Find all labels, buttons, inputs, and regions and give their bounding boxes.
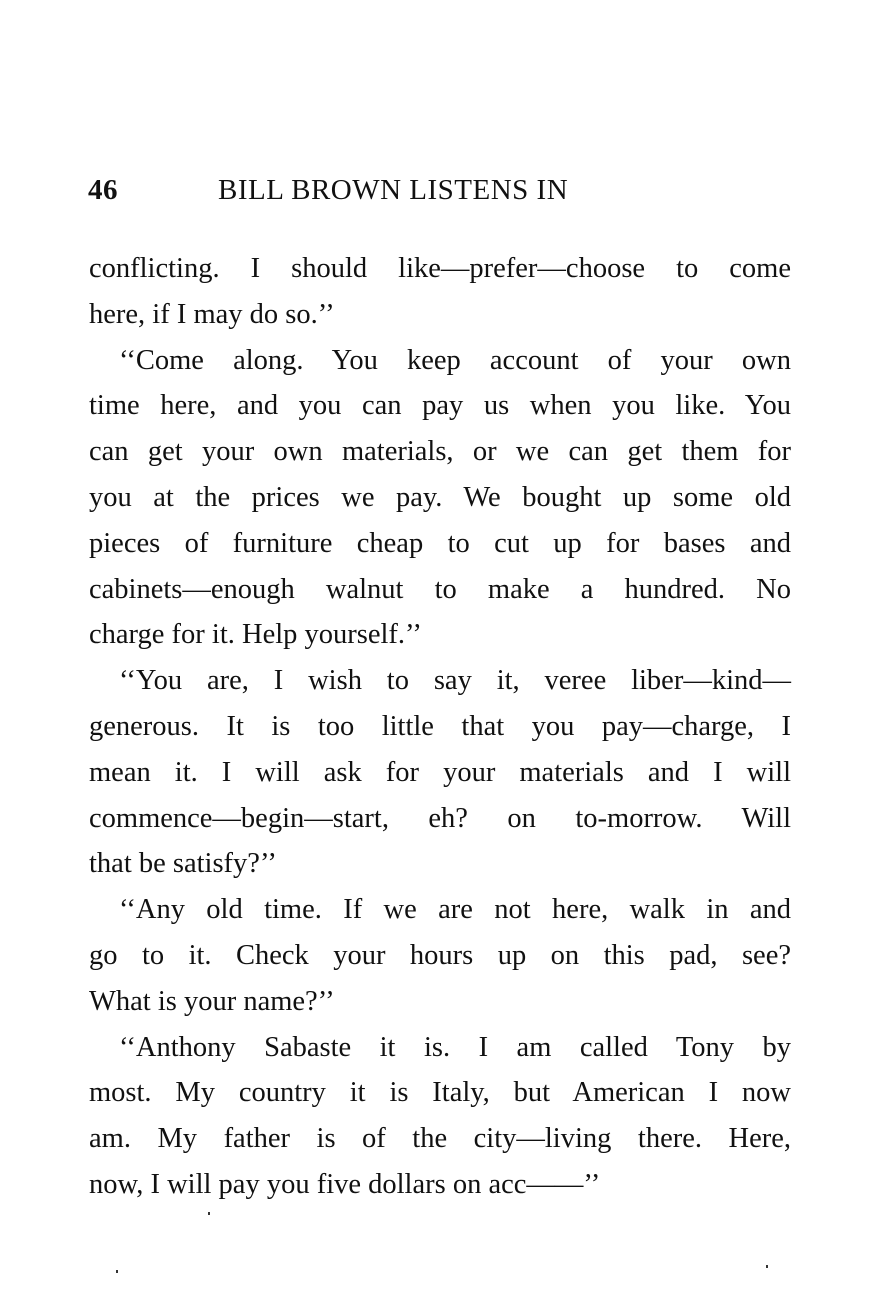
text-line: mean it. I will ask for your materials and I will — [89, 756, 791, 788]
text-line: that be satisfy?’’ — [89, 848, 277, 880]
page-number: 46 — [88, 174, 118, 206]
text-line: ‘‘You are, I wish to say it, veree liber—kind— — [119, 665, 791, 697]
text-line: commence—begin—start, eh? on to-morrow. Will — [89, 802, 791, 834]
text-line: conflicting. I should like—prefer—choose to come — [89, 253, 791, 284]
text-line: go to it. Check your hours up on this pad, see? — [89, 939, 791, 971]
text-line: now, I will pay you five dollars on acc——’’ — [89, 1168, 601, 1200]
text-line: am. My father is of the city—living there. Here, — [89, 1123, 791, 1155]
text-line: What is your name?’’ — [89, 985, 335, 1017]
print-speck — [766, 1265, 768, 1268]
text-line: you at the prices we pay. We bought up some old — [89, 481, 791, 513]
text-line: ‘‘Come along. You keep account of your own — [119, 344, 791, 376]
print-speck — [208, 1212, 210, 1215]
text-line: ‘‘Any old time. If we are not here, walk in and — [119, 894, 791, 926]
text-line: pieces of furniture cheap to cut up for bases and — [89, 527, 791, 559]
text-line: generous. It is too little that you pay—charge, I — [89, 710, 791, 742]
text-line: ‘‘Anthony Sabaste it is. I am called Tony by — [119, 1031, 791, 1063]
body-text — [89, 246, 791, 1208]
text-line: here, if I may do so.’’ — [89, 298, 335, 330]
text-line: charge for it. Help yourself.’’ — [89, 619, 422, 651]
text-line: can get your own materials, or we can get them for — [89, 436, 791, 468]
text-line: most. My country it is Italy, but American I now — [89, 1077, 791, 1109]
text-line: time here, and you can pay us when you like. You — [89, 390, 791, 422]
running-head — [88, 174, 788, 214]
print-speck — [116, 1270, 118, 1273]
running-title: BILL BROWN LISTENS IN — [218, 174, 569, 206]
text-line: cabinets—enough walnut to make a hundred. No — [89, 573, 791, 605]
